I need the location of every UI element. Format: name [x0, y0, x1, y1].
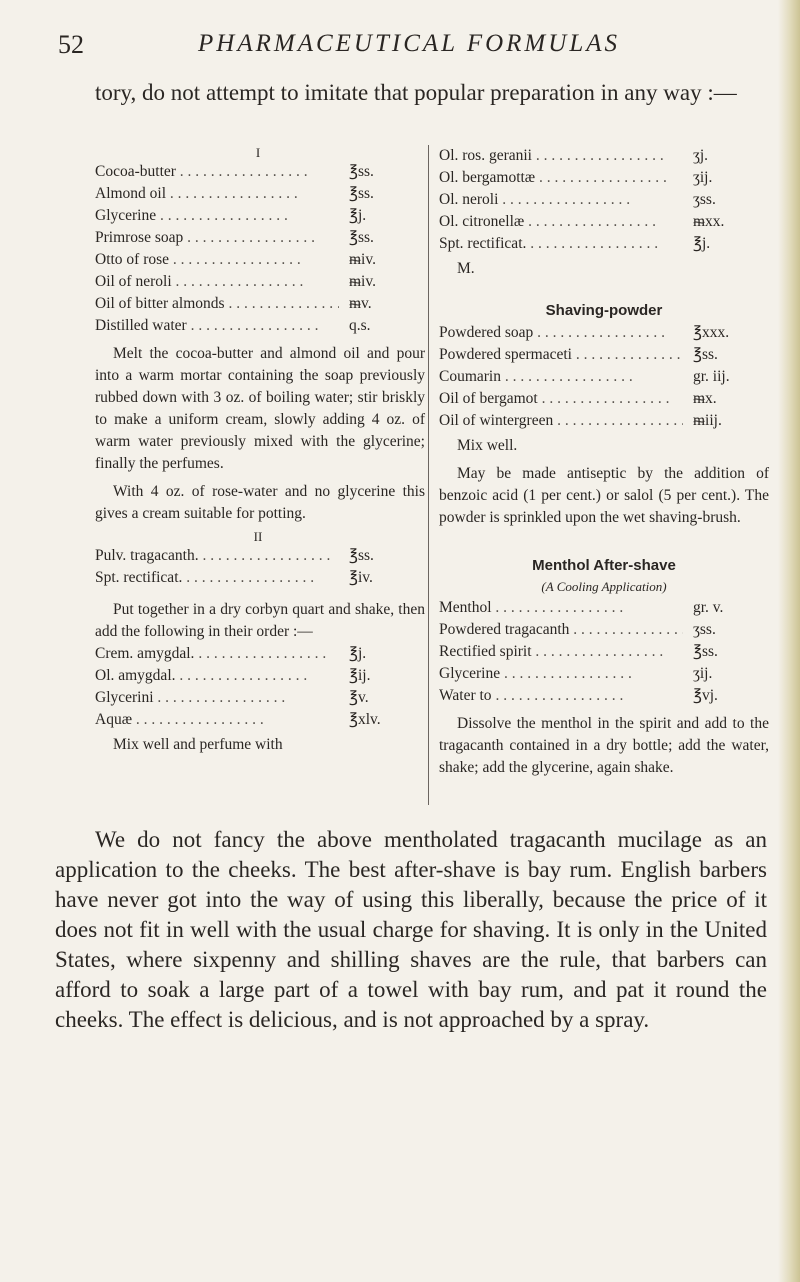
column-divider [428, 145, 429, 805]
formula-1-ingredients [95, 161, 425, 337]
ingredient-row: Ol. citronellæ . . ᵯxx. [439, 211, 769, 233]
ingredient-row: Glycerine . . ʒij. [439, 663, 769, 685]
ingredient-row: Coumarin . . gr. iij. [439, 366, 769, 388]
ingredient-row: Water to . . ℥vj. [439, 685, 769, 707]
ingredient-row: Aquæ . . ℥xlv. [95, 709, 425, 731]
ingredient-row: Powdered spermaceti . . ℥ss. [439, 344, 769, 366]
ingredient-row: Crem. amygdal. . . ℥j. [95, 643, 425, 665]
page-header [58, 30, 758, 66]
formula-1-directions: Melt the cocoa-butter and almond oil and pour into a warm mortar containing the soap previously rubbed down with 3 oz. of boiling water; stir briskly to make a uniform cream, slowly adding 4 oz. of warm water previously mixed with the glycerine; finally the perfumes. [95, 345, 425, 472]
ingredient-row: Ol. neroli . . ʒss. [439, 189, 769, 211]
ingredient-row: Primrose soap . . ℥ss. [95, 227, 425, 249]
ingredient-row: Almond oil . . ℥ss. [95, 183, 425, 205]
ingredient-row: Cocoa-butter . . ℥ss. [95, 161, 425, 183]
perfume-ingredients [439, 145, 769, 255]
ingredient-row: Oil of wintergreen . . ᵯiij. [439, 410, 769, 432]
formula-2-directions: Put together in a dry corbyn quart and shake, then add the following in their order :— [95, 601, 425, 640]
formula-2-closing: Mix well and perfume with [113, 736, 283, 753]
perfume-closing: M. [457, 260, 475, 277]
ingredient-row: Ol. ros. geranii . . ʒj. [439, 145, 769, 167]
ingredient-row: Powdered tragacanth . . ʒss. [439, 619, 769, 641]
ingredient-row: Glycerini . . ℥v. [95, 687, 425, 709]
formula-numeral: I [255, 145, 261, 160]
section-subtitle-menthol: (A Cooling Application) [541, 579, 667, 594]
ingredient-row: Distilled water . . q.s. [95, 315, 425, 337]
formula-numeral: II [253, 529, 263, 544]
ingredient-row: Menthol . . gr. v. [439, 597, 769, 619]
shaving-ingredients [439, 322, 769, 432]
ingredient-row: Oil of bergamot . . ᵯx. [439, 388, 769, 410]
page-number: 52 [58, 30, 84, 59]
intro-text: tory, do not attempt to imitate that popular preparation in any way :— [95, 80, 737, 105]
right-column [439, 145, 769, 779]
closing-text: We do not fancy the above mentholated tragacanth mucilage as an application to the cheeks. The best after-shave is bay rum. English barbers have never got into the way of using this liberally, because the price of it does not fit in well with the usual charge for shaving. It is only in the United States, where sixpenny and shilling shaves are the rule, that barbers can afford to soak a large part of a towel with bay rum, and pat it round the cheeks. The effect is delicious, and is not approached by a spray. [55, 827, 767, 1032]
ingredient-row: Ol. bergamottæ . . ʒij. [439, 167, 769, 189]
ingredient-row: Oil of neroli . . ᵯiv. [95, 271, 425, 293]
shaving-closing: Mix well. [457, 437, 518, 454]
page-edge-shading [778, 0, 800, 1282]
section-title-menthol: Menthol After-shave [532, 557, 676, 574]
formula-2-additions [95, 643, 425, 731]
left-column [95, 145, 425, 756]
ingredient-row: Oil of bitter almonds . . ᵯv. [95, 293, 425, 315]
ingredient-row: Spt. rectificat. . . ℥j. [439, 233, 769, 255]
ingredient-row: Ol. amygdal. . . ℥ij. [95, 665, 425, 687]
ingredient-row: Otto of rose . . ᵯiv. [95, 249, 425, 271]
formula-2-ingredients [95, 545, 425, 589]
ingredient-row: Spt. rectificat. . . ℥iv. [95, 567, 425, 589]
menthol-ingredients [439, 597, 769, 707]
closing-paragraph [55, 825, 767, 1035]
running-title: PHARMACEUTICAL FORMULAS [198, 30, 620, 57]
formula-1-note: With 4 oz. of rose-water and no glycerine this gives a cream suitable for potting. [95, 483, 425, 522]
ingredient-row: Powdered soap . . ℥xxx. [439, 322, 769, 344]
ingredient-row: Pulv. tragacanth. . . ℥ss. [95, 545, 425, 567]
ingredient-row: Rectified spirit . . ℥ss. [439, 641, 769, 663]
menthol-directions: Dissolve the menthol in the spirit and add to the tragacanth contained in a dry bottle; add the water, shake; add the glycerine, again shake. [439, 715, 769, 776]
shaving-note: May be made antiseptic by the addition of benzoic acid (1 per cent.) or salol (5 per cent.). The powder is sprinkled upon the wet shaving-brush. [439, 465, 769, 526]
section-title-shaving: Shaving-powder [545, 302, 663, 319]
ingredient-row: Glycerine . . ℥j. [95, 205, 425, 227]
